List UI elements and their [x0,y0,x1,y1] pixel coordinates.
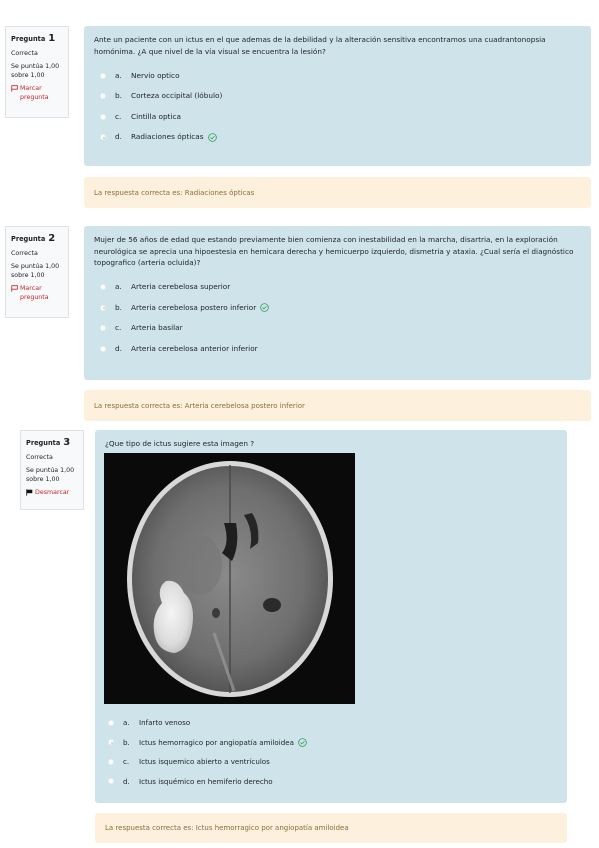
question-status: Correcta [11,249,38,257]
question-num: 1 [48,33,56,44]
flag-filled-icon [26,489,33,496]
answer-option[interactable] [94,318,581,339]
flag-label: Desmarcar [35,488,70,496]
answer-radio[interactable] [100,346,106,352]
answer-option[interactable] [94,106,581,127]
question-number [11,32,63,47]
grade-line-2: sobre 1,00 [11,71,45,79]
answer-letter: b. [115,302,122,312]
answer-option-selected[interactable] [94,298,581,319]
answer-radio[interactable] [100,325,106,331]
answer-text: Ictus isquémico en hemiferio derecho [139,776,273,786]
answer-text: Nervio optico [131,70,180,80]
answer-text: Arteria basilar [131,323,183,333]
answer-text: Cintilla optica [131,111,181,121]
answer-text: Infarto venoso [139,718,191,728]
brain-ct-drawing [104,453,355,704]
grade-line-1: Se puntúa 1,00 [26,466,75,474]
question-label: Pregunta [11,35,46,43]
question-text: ¿Que tipo de ictus sugiere esta imagen ? [105,439,255,448]
question-info-1 [5,26,69,118]
answer-radio[interactable] [108,720,114,726]
answer-letter: c. [115,323,122,333]
answer-option[interactable] [94,65,581,86]
answer-letter: a. [115,70,122,80]
answer-radio[interactable] [100,73,106,79]
feedback-1: La respuesta correcta es: Radiaciones ópticas [84,177,591,208]
flag-question-link[interactable] [11,284,63,302]
answer-letter: c. [123,757,130,767]
question-content-1 [84,26,591,166]
feedback-3: La respuesta correcta es: Ictus hemorragico por angiopatía amiloidea [95,813,567,843]
answer-text: Arteria cerebelosa superior [131,282,231,292]
question-num: 2 [48,233,56,244]
grade-line-1: Se puntúa 1,00 [11,262,60,270]
question-label: Pregunta [11,235,46,243]
answer-option-selected[interactable] [102,733,552,753]
ct-scan-image [104,453,355,704]
answer-option[interactable] [94,277,581,298]
question-grade [11,262,63,280]
answer-radio[interactable] [100,93,106,99]
question-info-2 [5,226,69,318]
answer-option[interactable] [102,772,552,792]
check-circle-icon [298,738,307,747]
grade-line-2: sobre 1,00 [26,475,60,483]
answer-text: Corteza occipital (lóbulo) [131,91,223,101]
answer-radio-selected[interactable] [108,739,114,745]
answer-letter: d. [123,776,130,786]
check-circle-icon [208,133,217,142]
question-status: Correcta [11,49,38,57]
answer-letter: b. [123,737,130,747]
check-circle-icon [260,303,269,312]
question-status: Correcta [26,453,53,461]
question-number [26,436,78,451]
answer-radio[interactable] [108,759,114,765]
answer-letter: a. [123,718,130,728]
answer-option[interactable] [102,752,552,772]
question-content-2 [84,226,591,380]
answers-3 [102,713,552,791]
flag-label: Marcar pregunta [20,284,49,301]
question-text: Mujer de 56 años de edad que estando previamente bien comienza con inestabilidad en la marcha, disartria, en la exploración neurológica se aprecia una hipoestesia en hemicara derecha y hemicuerpo izquierdo, dismetria y ataxia. ¿Cual sería el diagnóstico topografico (arteria ocluida)? [94,235,574,268]
answer-letter: d. [115,132,122,142]
answer-radio-selected[interactable] [100,305,106,311]
answer-radio-selected[interactable] [100,134,106,140]
question-num: 3 [63,437,71,448]
answer-radio[interactable] [108,778,114,784]
answer-letter: a. [115,282,122,292]
answer-text: Ictus hemorragico por angiopatía amiloidea [139,737,294,747]
flag-question-link[interactable] [11,84,63,102]
question-info-3 [20,430,84,510]
question-number [11,232,63,247]
question-grade [11,62,63,80]
question-label: Pregunta [26,439,61,447]
feedback-2: La respuesta correcta es: Arteria cerebelosa postero inferior [84,390,591,421]
answer-option-selected[interactable] [94,127,581,148]
answer-option[interactable] [94,339,581,360]
grade-line-2: sobre 1,00 [11,271,45,279]
answer-text: Arteria cerebelosa postero inferior [131,302,257,312]
answer-option[interactable] [94,86,581,107]
flag-outline-icon [11,285,18,292]
answer-letter: c. [115,111,122,121]
grade-line-1: Se puntúa 1,00 [11,62,60,70]
answer-text: Arteria cerebelosa anterior inferior [131,343,258,353]
answer-letter: b. [115,91,122,101]
answer-text: Radiaciones ópticas [131,132,204,142]
question-text: Ante un paciente con un ictus en el que ademas de la debilidad y la alteración sensitiva encontramos una cuadrantonopsia homónima. ¿A que nivel de la vía visual se encuentra la lesión? [94,35,546,56]
unflag-question-link[interactable] [26,488,78,497]
flag-outline-icon [11,85,18,92]
answer-letter: d. [115,343,122,353]
answer-radio[interactable] [100,114,106,120]
answer-option[interactable] [102,713,552,733]
flag-label: Marcar pregunta [20,84,49,101]
answer-radio[interactable] [100,284,106,290]
answer-text: Ictus isquemico abierto a ventrículos [139,757,270,767]
question-grade [26,466,78,484]
